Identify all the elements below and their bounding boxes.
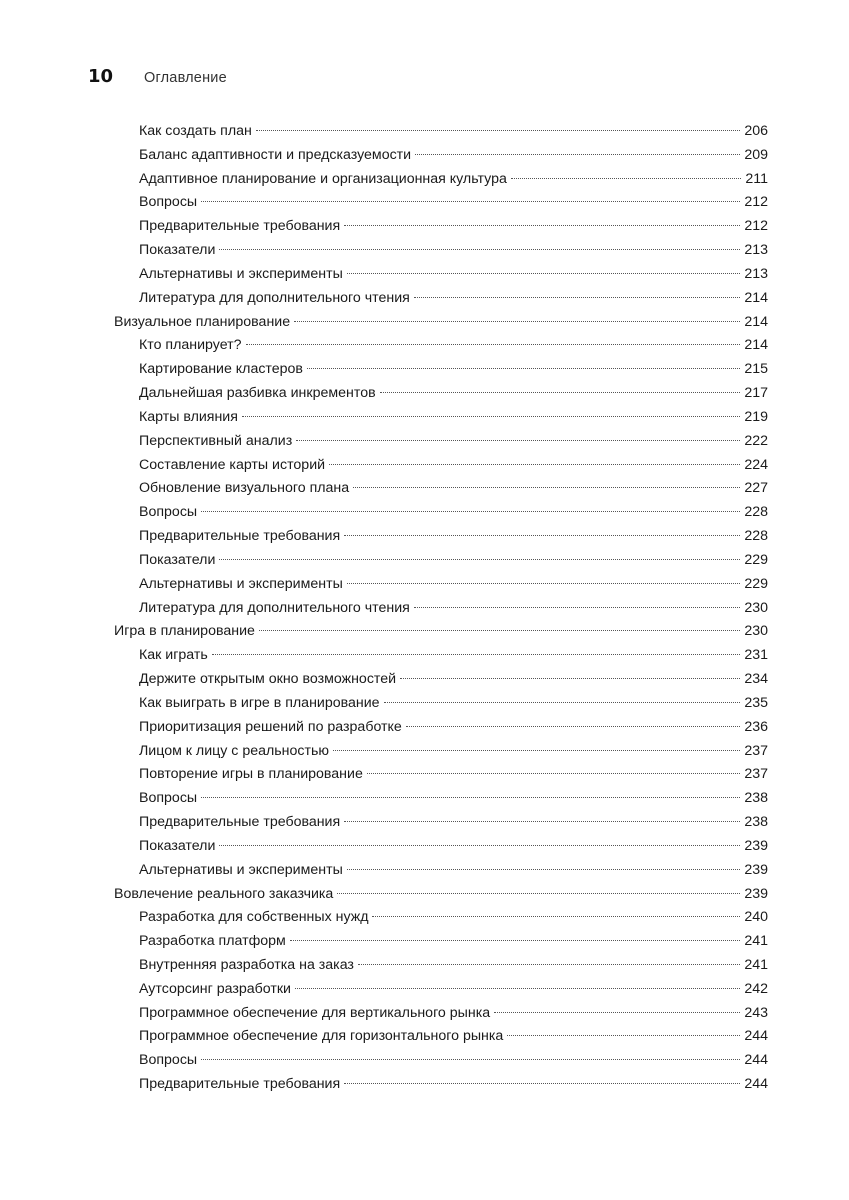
toc-dot-leader: [333, 750, 740, 751]
toc-subsection-entry: [114, 1049, 768, 1073]
toc-entry-title: Кто планирует?: [139, 337, 242, 354]
toc-subsection-entry: [114, 239, 768, 263]
toc-section-entry: [114, 620, 768, 644]
toc-dot-leader: [246, 344, 741, 345]
toc-dot-leader: [201, 797, 740, 798]
toc-entry-title: Программное обеспечение для горизонтального рынка: [139, 1028, 504, 1045]
toc-entry-title: Игра в планирование: [114, 623, 255, 640]
toc-subsection-entry: [114, 168, 768, 192]
toc-dot-leader: [494, 1012, 740, 1013]
toc-entry-title: Показатели: [139, 551, 216, 568]
toc-subsection-entry: [114, 1002, 768, 1026]
toc-subsection-entry: [114, 668, 768, 692]
toc-entry-page-number: 244: [744, 1052, 768, 1069]
toc-entry-page-number: 239: [744, 885, 768, 902]
toc-entry-page-number: 239: [744, 861, 768, 878]
toc-dot-leader: [344, 225, 740, 226]
toc-dot-leader: [295, 988, 740, 989]
toc-subsection-entry: [114, 287, 768, 311]
toc-dot-leader: [380, 392, 741, 393]
toc-entry-title: Разработка платформ: [139, 933, 286, 950]
toc-entry-title: Программное обеспечение для вертикального рынка: [139, 1004, 491, 1021]
page-number: 10: [88, 66, 114, 87]
toc-entry-page-number: 230: [744, 599, 768, 616]
toc-subsection-entry: [114, 501, 768, 525]
toc-entry-page-number: 228: [744, 504, 768, 521]
toc-dot-leader: [329, 464, 740, 465]
toc-subsection-entry: [114, 430, 768, 454]
toc-section-entry: [114, 311, 768, 335]
toc-entry-page-number: 214: [744, 337, 768, 354]
toc-entry-page-number: 215: [744, 361, 768, 378]
toc-subsection-entry: [114, 525, 768, 549]
toc-entry-title: Как играть: [139, 647, 208, 664]
toc-entry-page-number: 241: [744, 956, 768, 973]
toc-subsection-entry: [114, 477, 768, 501]
toc-entry-title: Показатели: [139, 242, 216, 259]
toc-entry-title: Вопросы: [139, 504, 198, 521]
toc-entry-title: Обновление визуального плана: [139, 480, 350, 497]
toc-entry-page-number: 229: [744, 575, 768, 592]
toc-subsection-entry: [114, 930, 768, 954]
toc-subsection-entry: [114, 597, 768, 621]
running-title: Оглавление: [144, 70, 227, 86]
toc-dot-leader: [307, 368, 740, 369]
toc-entry-page-number: 206: [744, 123, 768, 139]
toc-subsection-entry: [114, 263, 768, 287]
toc-entry-page-number: 229: [744, 551, 768, 568]
toc-dot-leader: [259, 630, 740, 631]
toc-subsection-entry: [114, 454, 768, 478]
toc-subsection-entry: [114, 334, 768, 358]
toc-entry-title: Внутренняя разработка на заказ: [139, 956, 354, 973]
toc-dot-leader: [353, 487, 740, 488]
toc-dot-leader: [344, 535, 740, 536]
toc-entry-page-number: 238: [744, 790, 768, 807]
page-header: [88, 66, 227, 90]
toc-dot-leader: [201, 511, 740, 512]
toc-dot-leader: [219, 249, 740, 250]
toc-entry-page-number: 213: [744, 265, 768, 282]
toc-subsection-entry: [114, 549, 768, 573]
toc-entry-title: Баланс адаптивности и предсказуемости: [139, 146, 412, 163]
toc-entry-title: Вопросы: [139, 194, 198, 211]
toc-dot-leader: [372, 916, 740, 917]
toc-dot-leader: [406, 726, 741, 727]
toc-dot-leader: [347, 869, 741, 870]
toc-entry-title: Карты влияния: [139, 408, 238, 425]
toc-dot-leader: [294, 321, 740, 322]
toc-dot-leader: [384, 702, 741, 703]
toc-subsection-entry: [114, 644, 768, 668]
toc-dot-leader: [219, 559, 740, 560]
toc-entry-title: Картирование кластеров: [139, 361, 303, 378]
toc-entry-title: Дальнейшая разбивка инкрементов: [139, 385, 376, 402]
toc-dot-leader: [256, 130, 740, 131]
toc-section-entry: [114, 883, 768, 907]
toc-entry-page-number: 230: [744, 623, 768, 640]
toc-dot-leader: [347, 583, 741, 584]
toc-entry-page-number: 211: [745, 170, 768, 187]
toc-subsection-entry: [114, 1025, 768, 1049]
toc-dot-leader: [242, 416, 740, 417]
toc-entry-title: Литература для дополнительного чтения: [139, 289, 410, 306]
toc-entry-title: Лицом к лицу с реальностью: [139, 742, 330, 759]
toc-entry-title: Литература для дополнительного чтения: [139, 599, 410, 616]
toc-entry-title: Альтернативы и эксперименты: [139, 575, 343, 592]
toc-subsection-entry: [114, 740, 768, 764]
toc-subsection-entry: [114, 906, 768, 930]
toc-entry-page-number: 237: [744, 766, 768, 783]
toc-dot-leader: [358, 964, 740, 965]
toc-dot-leader: [367, 773, 740, 774]
toc-entry-title: Альтернативы и эксперименты: [139, 265, 343, 282]
toc-dot-leader: [344, 1083, 740, 1084]
toc-entry-page-number: 227: [744, 480, 768, 497]
toc-dot-leader: [344, 821, 740, 822]
toc-dot-leader: [511, 178, 742, 179]
toc-dot-leader: [415, 154, 740, 155]
toc-dot-leader: [219, 845, 740, 846]
toc-entry-title: Как выиграть в игре в планирование: [139, 694, 380, 711]
toc-dot-leader: [337, 893, 740, 894]
toc-entry-page-number: 243: [744, 1004, 768, 1021]
toc-entry-page-number: 240: [744, 909, 768, 926]
toc-entry-page-number: 235: [744, 694, 768, 711]
toc-subsection-entry: [114, 763, 768, 787]
toc-entry-title: Разработка для собственных нужд: [139, 909, 369, 926]
toc-entry-title: Как создать план: [139, 123, 252, 139]
toc-entry-title: Перспективный анализ: [139, 432, 293, 449]
toc-subsection-entry: [114, 191, 768, 215]
toc-dot-leader: [414, 297, 741, 298]
toc-subsection-entry: [114, 215, 768, 239]
toc-entry-title: Альтернативы и эксперименты: [139, 861, 343, 878]
toc-subsection-entry: [114, 954, 768, 978]
toc-subsection-entry: [114, 406, 768, 430]
toc-entry-title: Вопросы: [139, 790, 198, 807]
toc-dot-leader: [414, 607, 741, 608]
toc-entry-page-number: 212: [744, 218, 768, 235]
toc-dot-leader: [400, 678, 740, 679]
table-of-contents: [114, 120, 768, 1097]
toc-entry-title: Предварительные требования: [139, 814, 341, 831]
toc-entry-page-number: 244: [744, 1028, 768, 1045]
toc-entry-page-number: 244: [744, 1076, 768, 1093]
toc-entry-title: Предварительные требования: [139, 1076, 341, 1093]
toc-subsection-entry: [114, 859, 768, 883]
toc-subsection-entry: [114, 835, 768, 859]
toc-entry-title: Предварительные требования: [139, 218, 341, 235]
toc-entry-title: Составление карты историй: [139, 456, 326, 473]
toc-subsection-entry: [114, 1073, 768, 1097]
toc-entry-page-number: 222: [744, 432, 768, 449]
toc-dot-leader: [212, 654, 741, 655]
toc-dot-leader: [201, 201, 740, 202]
toc-subsection-entry: [114, 573, 768, 597]
toc-entry-title: Показатели: [139, 837, 216, 854]
toc-entry-page-number: 217: [744, 385, 768, 402]
toc-entry-title: Вовлечение реального заказчика: [114, 885, 334, 902]
toc-entry-title: Вопросы: [139, 1052, 198, 1069]
toc-subsection-entry: [114, 358, 768, 382]
toc-entry-title: Предварительные требования: [139, 528, 341, 545]
toc-dot-leader: [290, 940, 741, 941]
toc-entry-page-number: 234: [744, 671, 768, 688]
toc-entry-title: Аутсорсинг разработки: [139, 980, 291, 997]
toc-entry-page-number: 236: [744, 718, 768, 735]
toc-subsection-entry: [114, 716, 768, 740]
toc-entry-title: Приоритизация решений по разработке: [139, 718, 402, 735]
toc-entry-title: Визуальное планирование: [114, 313, 291, 330]
toc-entry-page-number: 214: [744, 289, 768, 306]
toc-dot-leader: [507, 1035, 740, 1036]
toc-entry-page-number: 238: [744, 814, 768, 831]
toc-entry-page-number: 209: [744, 146, 768, 163]
toc-subsection-entry: [114, 144, 768, 168]
toc-entry-page-number: 228: [744, 528, 768, 545]
toc-entry-page-number: 239: [744, 837, 768, 854]
toc-entry-title: Держите открытым окно возможностей: [139, 671, 397, 688]
toc-subsection-entry: [114, 692, 768, 716]
toc-entry-page-number: 237: [744, 742, 768, 759]
toc-entry-page-number: 224: [744, 456, 768, 473]
toc-subsection-entry: [114, 120, 768, 144]
toc-subsection-entry: [114, 978, 768, 1002]
toc-entry-title: Повторение игры в планирование: [139, 766, 363, 783]
toc-dot-leader: [201, 1059, 740, 1060]
toc-dot-leader: [347, 273, 741, 274]
toc-entry-page-number: 214: [744, 313, 768, 330]
toc-subsection-entry: [114, 787, 768, 811]
toc-entry-page-number: 231: [744, 647, 768, 664]
toc-subsection-entry: [114, 382, 768, 406]
toc-entry-page-number: 219: [744, 408, 768, 425]
toc-dot-leader: [296, 440, 740, 441]
toc-entry-title: Адаптивное планирование и организационная культура: [139, 170, 507, 187]
toc-entry-page-number: 212: [744, 194, 768, 211]
toc-entry-page-number: 213: [744, 242, 768, 259]
toc-subsection-entry: [114, 811, 768, 835]
toc-entry-page-number: 242: [744, 980, 768, 997]
toc-entry-page-number: 241: [744, 933, 768, 950]
